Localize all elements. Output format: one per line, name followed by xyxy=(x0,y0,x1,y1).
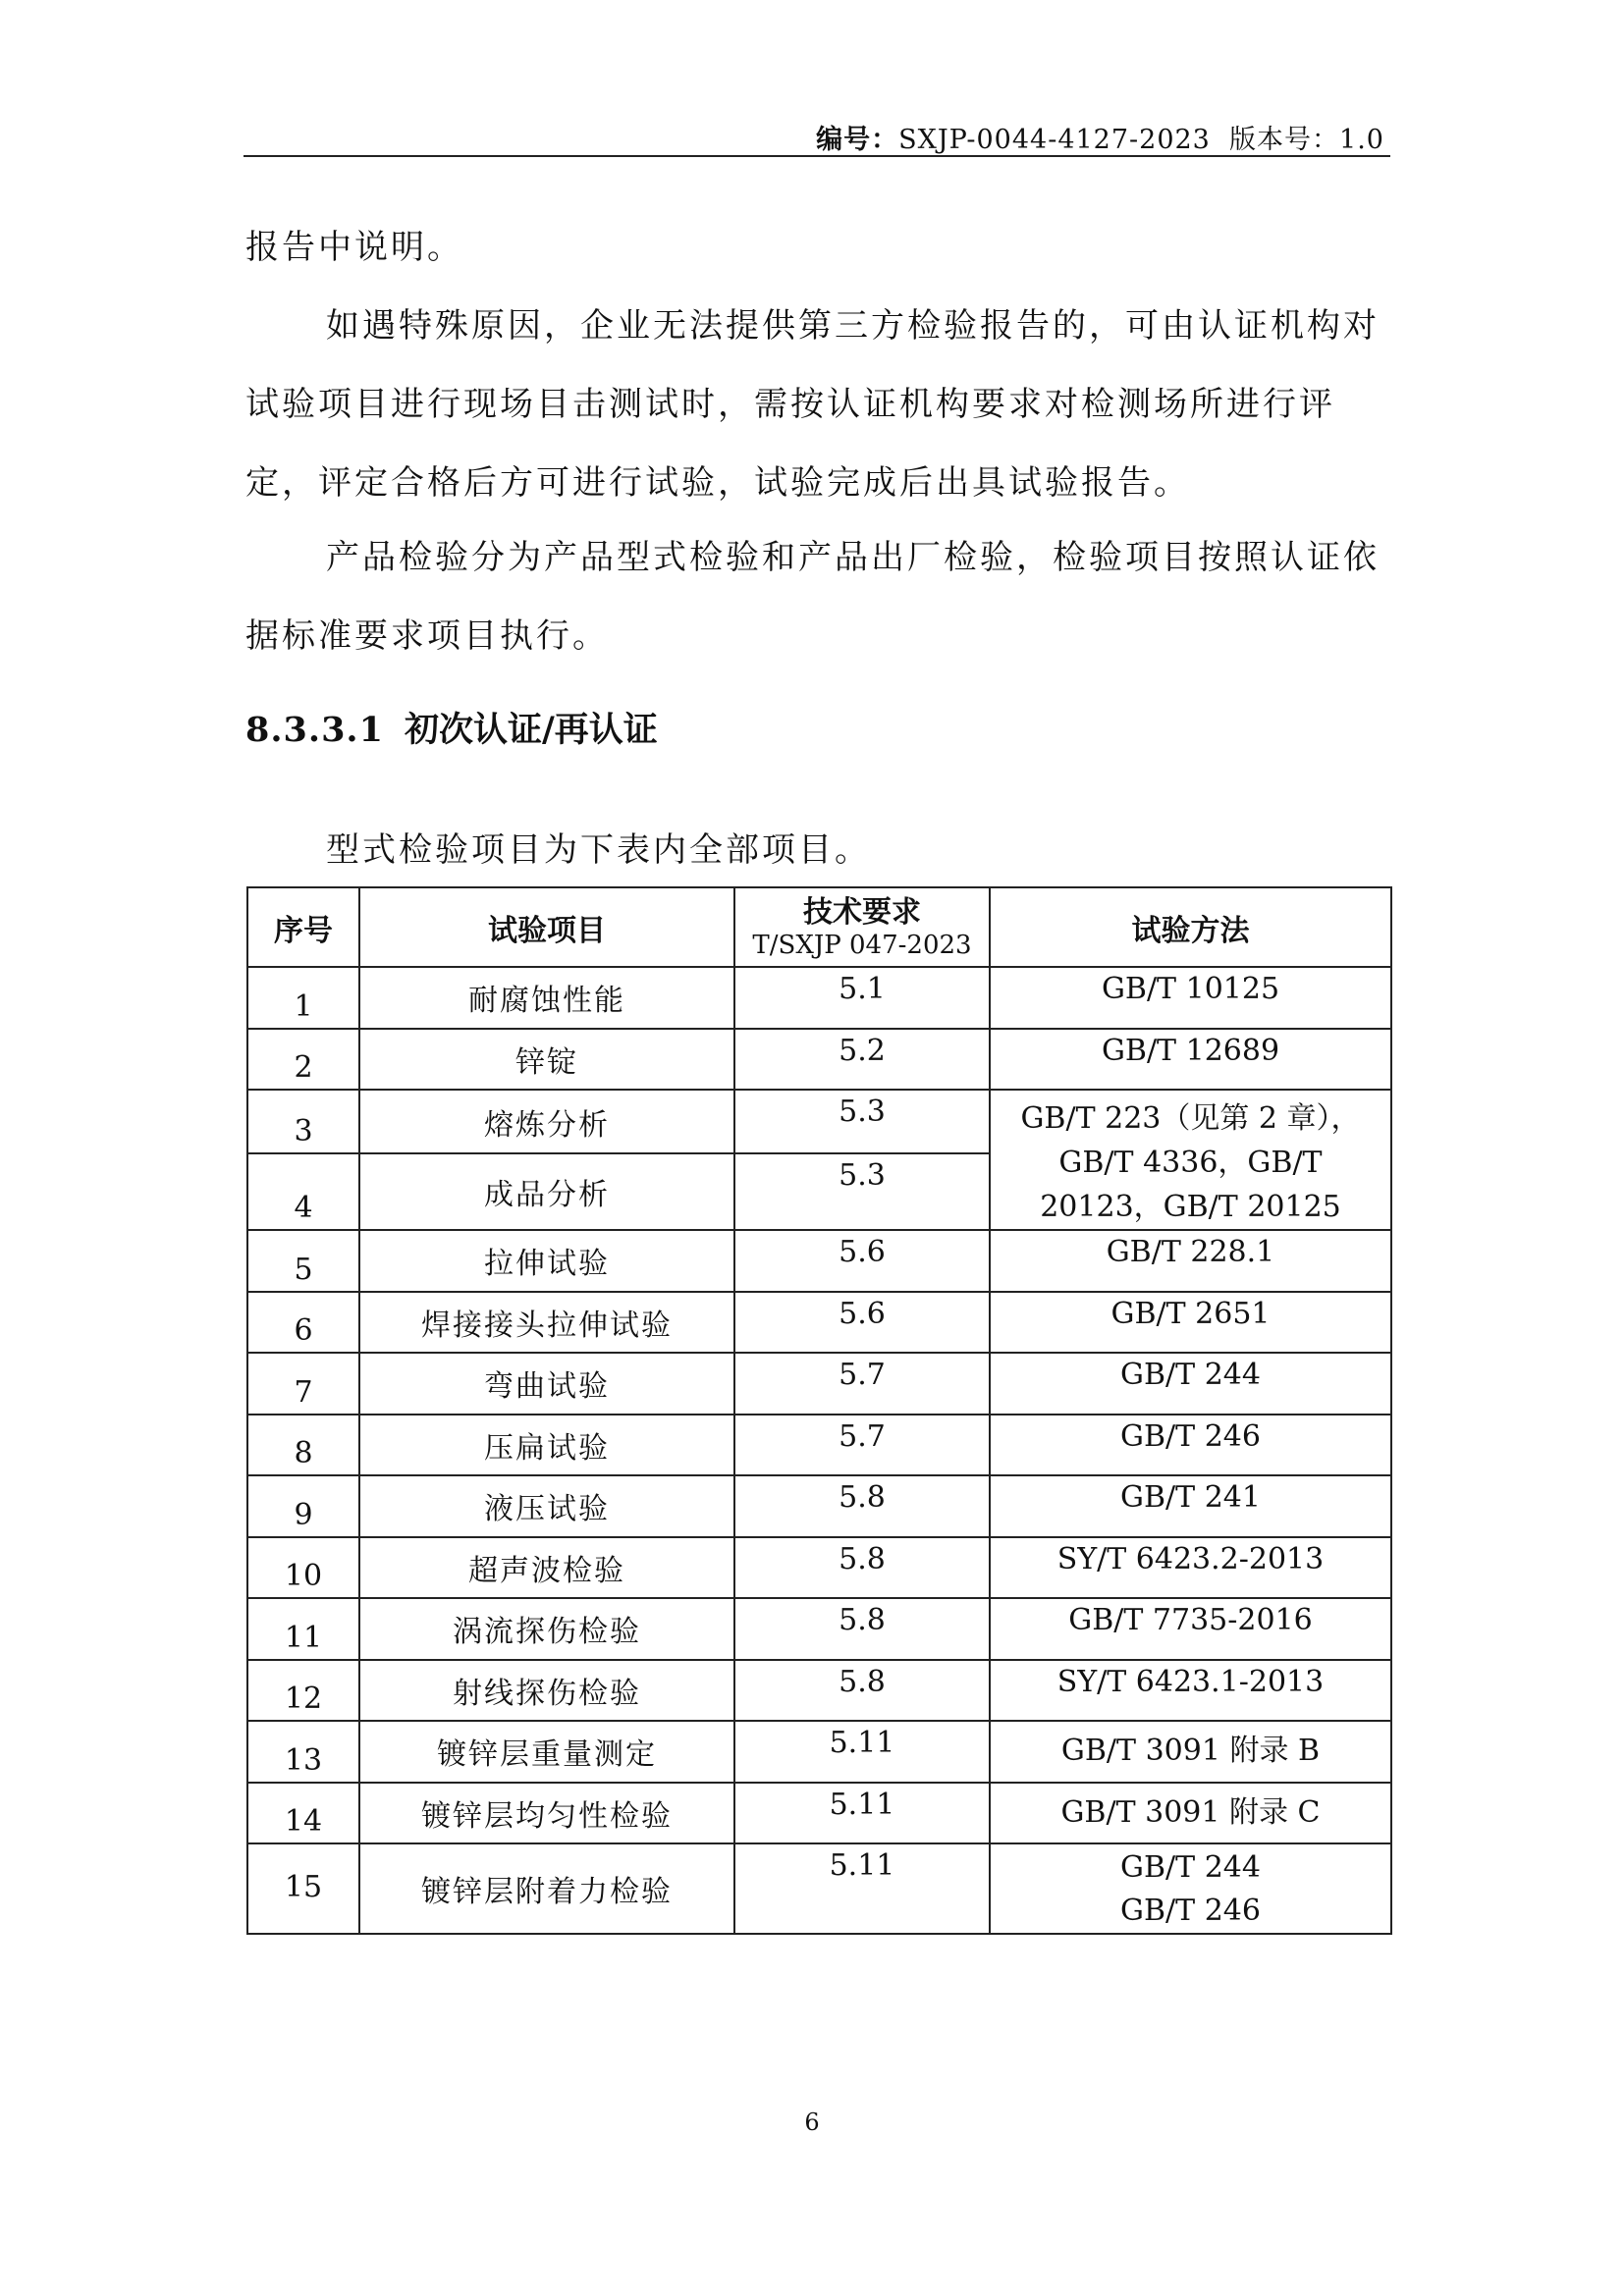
row-index: 5 xyxy=(247,1230,359,1292)
row-requirement: 5.6 xyxy=(734,1230,990,1292)
row-index: 2 xyxy=(247,1029,359,1091)
method-line: GB/T 223（见第 2 章）， xyxy=(1020,1101,1361,1136)
table-row xyxy=(247,1537,1391,1599)
row-item: 拉伸试验 xyxy=(359,1230,734,1292)
row-requirement: 5.8 xyxy=(734,1660,990,1722)
row-method: SY/T 6423.1-2013 xyxy=(990,1660,1391,1722)
row-requirement: 5.1 xyxy=(734,967,990,1029)
row-index: 10 xyxy=(247,1537,359,1599)
row-index: 14 xyxy=(247,1783,359,1844)
row-item: 熔炼分析 xyxy=(359,1090,734,1153)
row-index: 13 xyxy=(247,1721,359,1783)
table-row xyxy=(247,1230,1391,1292)
row-requirement: 5.11 xyxy=(734,1843,990,1934)
row-requirement: 5.8 xyxy=(734,1537,990,1599)
table-row xyxy=(247,1029,1391,1091)
row-index: 6 xyxy=(247,1292,359,1354)
table-row xyxy=(247,1843,1391,1934)
code-value: SXJP-0044-4127-2023 xyxy=(898,125,1211,155)
row-index: 15 xyxy=(247,1843,359,1934)
row-method: GB/T 241 xyxy=(990,1475,1391,1537)
row-method: GB/T 3091 附录 B xyxy=(990,1721,1391,1783)
row-index: 3 xyxy=(247,1090,359,1153)
table-intro: 型式检验项目为下表内全部项目。 xyxy=(326,830,871,870)
section-title: 初次认证/再认证 xyxy=(405,710,658,750)
row-item: 镀锌层重量测定 xyxy=(359,1721,734,1783)
document-id xyxy=(816,118,1384,156)
paragraph-2: 如遇特殊原因，企业无法提供第三方检验报告的，可由认证机构对试验项目进行现场目击测试时，需按认证机构要求对检测场所进行评定，评定合格后方可进行试验，试验完成后出具试验报告。 xyxy=(245,306,1380,503)
row-method: GB/T 10125 xyxy=(990,967,1391,1029)
table-row xyxy=(247,1415,1391,1476)
row-item: 焊接接头拉伸试验 xyxy=(359,1292,734,1354)
row-index: 4 xyxy=(247,1153,359,1230)
header-requirement xyxy=(734,887,990,967)
row-requirement: 5.11 xyxy=(734,1783,990,1844)
row-method: GB/T 246 xyxy=(990,1415,1391,1476)
row-method: GB/T 7735-2016 xyxy=(990,1598,1391,1660)
row-requirement: 5.3 xyxy=(734,1153,990,1230)
row-requirement: 5.11 xyxy=(734,1721,990,1783)
row-item: 镀锌层均匀性检验 xyxy=(359,1783,734,1844)
section-heading xyxy=(245,703,658,752)
paragraph-3: 产品检验分为产品型式检验和产品出厂检验，检验项目按照认证依据标准要求项目执行。 xyxy=(245,538,1380,656)
row-requirement: 5.7 xyxy=(734,1415,990,1476)
row-method: SY/T 6423.2-2013 xyxy=(990,1537,1391,1599)
table-row xyxy=(247,1475,1391,1537)
row-item: 弯曲试验 xyxy=(359,1353,734,1415)
section-number: 8.3.3.1 xyxy=(245,710,384,750)
row-index: 1 xyxy=(247,967,359,1029)
method-line: GB/T 4336，GB/T xyxy=(1058,1146,1323,1180)
page-header xyxy=(244,110,1390,157)
row-item: 压扁试验 xyxy=(359,1415,734,1476)
method-line: GB/T 244 xyxy=(1120,1850,1261,1885)
method-line: GB/T 246 xyxy=(1120,1894,1261,1928)
header-requirement-title: 技术要求 xyxy=(803,894,921,930)
table-row xyxy=(247,1783,1391,1844)
row-method: GB/T 244 xyxy=(990,1353,1391,1415)
table-row xyxy=(247,967,1391,1029)
row-method xyxy=(990,1843,1391,1934)
table-row xyxy=(247,1660,1391,1722)
row-method-merged xyxy=(990,1090,1391,1230)
row-item: 液压试验 xyxy=(359,1475,734,1537)
code-label: 编号： xyxy=(816,125,899,155)
table-row xyxy=(247,1721,1391,1783)
row-index: 9 xyxy=(247,1475,359,1537)
table-row xyxy=(247,1598,1391,1660)
header-index: 序号 xyxy=(247,887,359,967)
row-requirement: 5.7 xyxy=(734,1353,990,1415)
header-method: 试验方法 xyxy=(990,887,1391,967)
row-index: 7 xyxy=(247,1353,359,1415)
version-value: 1.0 xyxy=(1339,125,1384,155)
header-requirement-standard: T/SXJP 047-2023 xyxy=(752,930,972,960)
table-row xyxy=(247,1090,1391,1153)
row-requirement: 5.3 xyxy=(734,1090,990,1153)
row-index: 8 xyxy=(247,1415,359,1476)
row-item: 成品分析 xyxy=(359,1153,734,1230)
row-requirement: 5.2 xyxy=(734,1029,990,1091)
row-method: GB/T 12689 xyxy=(990,1029,1391,1091)
version-label: 版本号： xyxy=(1229,125,1340,155)
row-index: 11 xyxy=(247,1598,359,1660)
table-row xyxy=(247,1292,1391,1354)
row-item: 涡流探伤检验 xyxy=(359,1598,734,1660)
row-requirement: 5.8 xyxy=(734,1598,990,1660)
header-item: 试验项目 xyxy=(359,887,734,967)
table-header-row xyxy=(247,887,1391,967)
row-item: 镀锌层附着力检验 xyxy=(359,1843,734,1934)
row-method: GB/T 228.1 xyxy=(990,1230,1391,1292)
row-requirement: 5.8 xyxy=(734,1475,990,1537)
row-index: 12 xyxy=(247,1660,359,1722)
row-item: 射线探伤检验 xyxy=(359,1660,734,1722)
row-item: 锌锭 xyxy=(359,1029,734,1091)
paragraph-1: 报告中说明。 xyxy=(245,228,463,267)
page-number: 6 xyxy=(804,2109,820,2136)
row-requirement: 5.6 xyxy=(734,1292,990,1354)
row-item: 耐腐蚀性能 xyxy=(359,967,734,1029)
inspection-items-table xyxy=(246,886,1392,1935)
row-item: 超声波检验 xyxy=(359,1537,734,1599)
table-row xyxy=(247,1353,1391,1415)
method-line: 20123，GB/T 20125 xyxy=(1040,1190,1341,1224)
row-method: GB/T 3091 附录 C xyxy=(990,1783,1391,1844)
row-method: GB/T 2651 xyxy=(990,1292,1391,1354)
